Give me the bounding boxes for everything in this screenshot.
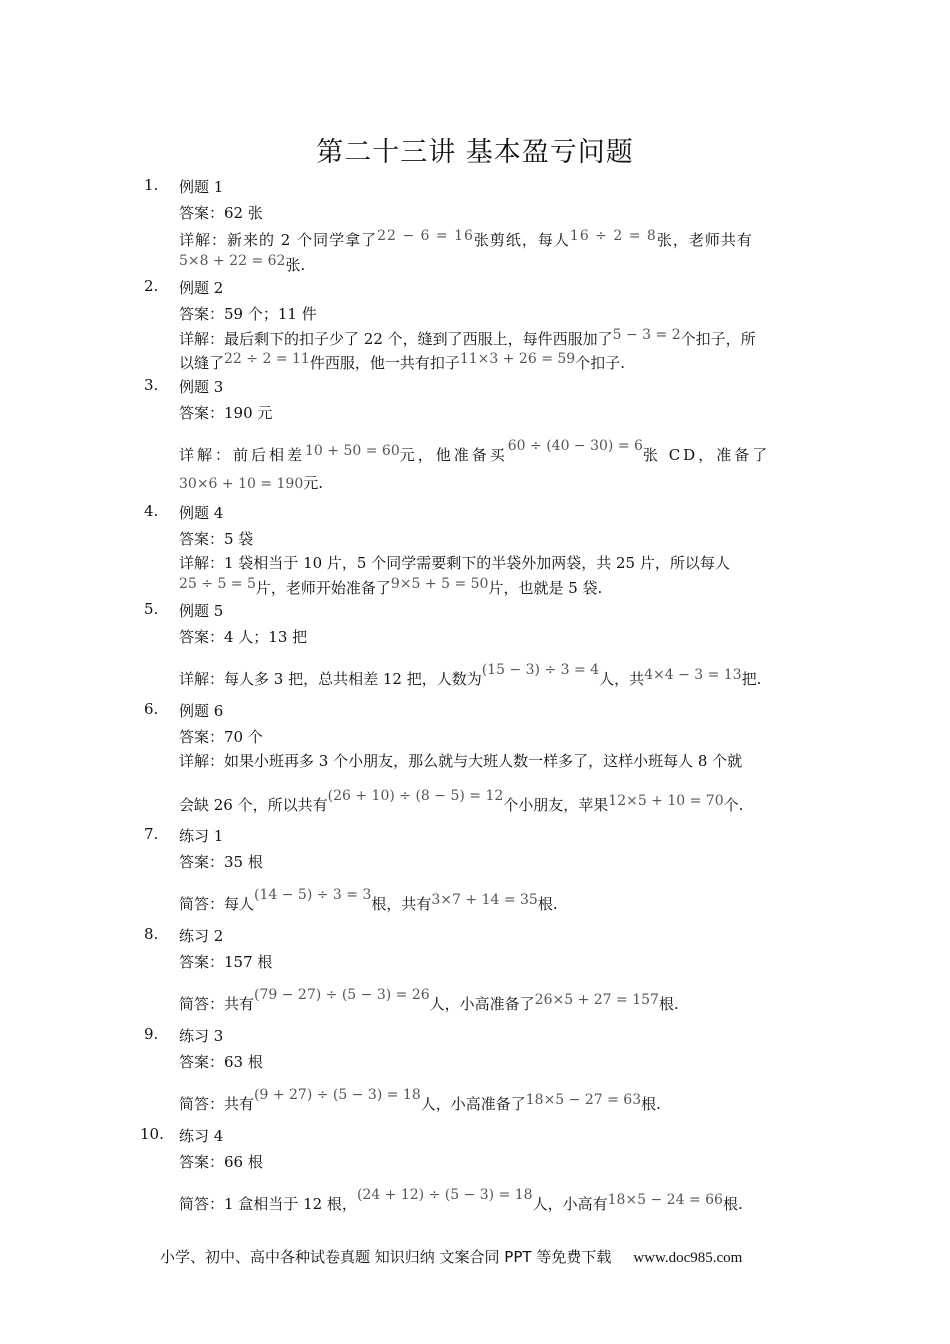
- item-label: 例题 6: [179, 702, 224, 720]
- item-label: 例题 3: [179, 378, 224, 396]
- item-number: 8.: [144, 925, 159, 943]
- detail-line: 详解：如果小班再多 3 个小朋友，那么就与大班人数一样多了，这样小班每人 8 个就: [179, 752, 743, 770]
- item-number: 6.: [144, 700, 159, 718]
- detail-line: 详解：最后剩下的扣子少了 22 个，缝到了西服上，每件西服加了5 − 3 = 2个扣子，所: [179, 327, 756, 348]
- detail-line: 以缝了22 ÷ 2 = 11件西服，他一共有扣子11×3 + 26 = 59个扣子.: [179, 351, 625, 372]
- item-number: 3.: [144, 376, 159, 394]
- answer-text: 答案：63 根: [179, 1053, 263, 1071]
- detail-line: 详解：新来的 2 个同学拿了22 − 6 = 16张剪纸，每人16 ÷ 2 = 8张，老师共有: [179, 228, 753, 249]
- detail-line: 简答：1 盒相当于 12 根，(24 + 12) ÷ (5 − 3) = 18人，小高有18×5 − 24 = 66根.: [179, 1187, 743, 1213]
- detail-line: 详解：1 袋相当于 10 片，5 个同学需要剩下的半袋外加两袋，共 25 片，所以每人: [179, 554, 730, 572]
- detail-line: 简答：每人(14 − 5) ÷ 3 = 3根，共有3×7 + 14 = 35根.: [179, 887, 558, 913]
- item-number: 1.: [144, 176, 159, 194]
- item-number: 9.: [144, 1025, 159, 1043]
- answer-text: 答案：59 个；11 件: [179, 305, 317, 323]
- item-label: 练习 1: [179, 827, 224, 845]
- item-label: 练习 2: [179, 927, 224, 945]
- detail-line: 简答：共有(79 − 27) ÷ (5 − 3) = 26人，小高准备了26×5 + 27 = 157根.: [179, 987, 679, 1013]
- detail-line: 5×8 + 22 = 62张.: [179, 253, 306, 274]
- detail-line: 30×6 + 10 = 190元.: [179, 474, 324, 492]
- item-number: 4.: [144, 502, 159, 520]
- detail-line: 简答：共有(9 + 27) ÷ (5 − 3) = 18人，小高准备了18×5 − 27 = 63根.: [179, 1087, 661, 1113]
- item-number: 7.: [144, 825, 159, 843]
- detail-line: 详解：每人多 3 把，总共相差 12 把，人数为(15 − 3) ÷ 3 = 4人，共4×4 − 3 = 13把.: [179, 662, 762, 688]
- answer-text: 答案：70 个: [179, 728, 263, 746]
- answer-text: 答案：66 根: [179, 1153, 263, 1171]
- item-label: 例题 2: [179, 279, 224, 297]
- footer: [160, 1246, 800, 1267]
- item-label: 练习 3: [179, 1027, 224, 1045]
- item-number: 2.: [144, 277, 159, 295]
- page-title: 第二十三讲 基本盈亏问题: [316, 137, 634, 168]
- detail-line: 详解：前后相差10 + 50 = 60元，他准备买60 ÷ (40 − 30) = 6张 CD，准备了: [179, 438, 771, 464]
- item-label: 例题 5: [179, 602, 224, 620]
- item-number: 10.: [140, 1125, 164, 1143]
- detail-line: 25 ÷ 5 = 5片，老师开始准备了9×5 + 5 = 50片，也就是 5 袋.: [179, 576, 603, 597]
- footer-text: 小学、初中、高中各种试卷真题 知识归纳 文案合同 PPT 等免费下载: [160, 1248, 612, 1266]
- footer-link[interactable]: www.doc985.com: [633, 1250, 743, 1266]
- answer-text: 答案：157 根: [179, 953, 273, 971]
- detail-line: 会缺 26 个，所以共有(26 + 10) ÷ (8 − 5) = 12个小朋友，苹果12×5 + 10 = 70个.: [179, 788, 744, 814]
- item-number: 5.: [144, 600, 159, 618]
- answer-text: 答案：4 人；13 把: [179, 628, 308, 646]
- answer-text: 答案：5 袋: [179, 530, 254, 548]
- answer-text: 答案：62 张: [179, 204, 263, 222]
- item-label: 例题 1: [179, 178, 224, 196]
- item-label: 例题 4: [179, 504, 224, 522]
- answer-text: 答案：190 元: [179, 404, 273, 422]
- item-label: 练习 4: [179, 1127, 224, 1145]
- answer-text: 答案：35 根: [179, 853, 263, 871]
